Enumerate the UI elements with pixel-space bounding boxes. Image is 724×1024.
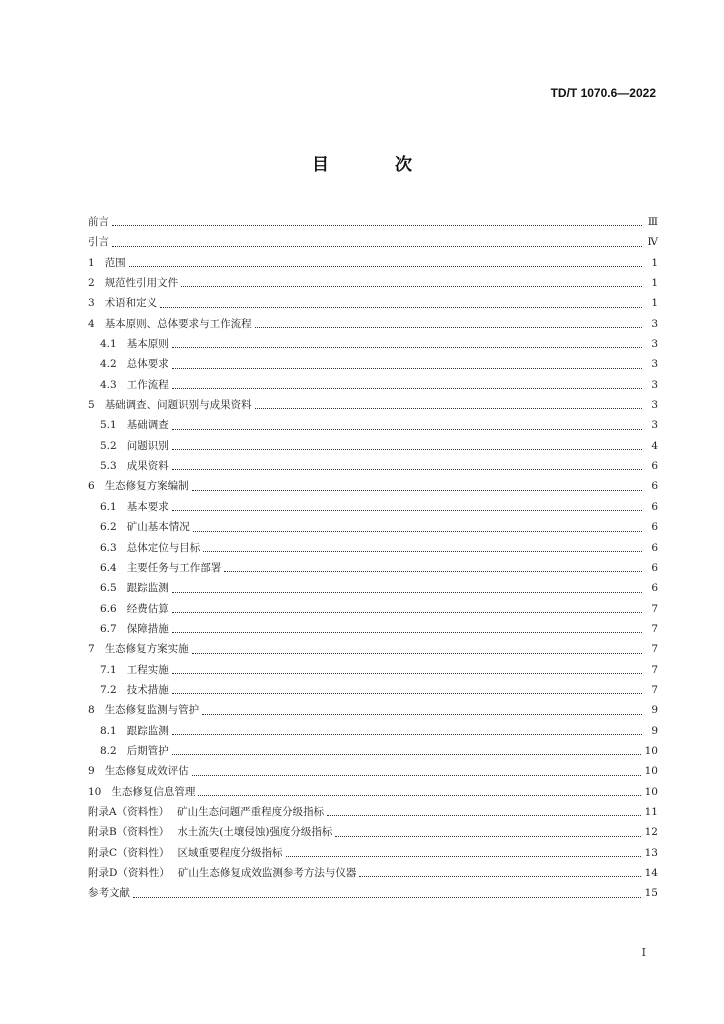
toc-entry[interactable] (88, 476, 658, 496)
toc-entry-page: 9 (651, 724, 658, 737)
toc-dot-leader (129, 266, 642, 267)
toc-entry[interactable] (88, 375, 658, 395)
page-number: I (641, 946, 646, 959)
toc-entry[interactable] (88, 232, 658, 252)
toc-dot-leader (172, 673, 642, 674)
toc-entry-number: 1 (88, 256, 95, 269)
toc-entry-title: 总体定位与目标 (126, 541, 201, 554)
toc-entry-number: 7.1 (100, 663, 117, 676)
toc-entry[interactable] (88, 761, 658, 781)
toc-entry-number: 5.2 (100, 439, 117, 452)
toc-entry-number: 附录C（资料性） (88, 846, 170, 859)
toc-entry-page: 10 (644, 744, 658, 757)
toc-entry-title: 区域重要程度分级指标 (177, 846, 283, 859)
toc-dot-leader (172, 449, 642, 450)
toc-entry-title: 问题识别 (126, 439, 169, 452)
toc-entry-page: 3 (651, 317, 658, 330)
toc-dot-leader (172, 368, 642, 369)
toc-dot-leader (286, 856, 641, 857)
toc-dot-leader (327, 815, 641, 816)
toc-entry-page: 3 (651, 338, 658, 351)
toc-dot-leader (203, 551, 642, 552)
toc-entry[interactable] (88, 415, 658, 435)
toc-entry[interactable] (88, 599, 658, 619)
toc-entry-title: 经费估算 (126, 602, 169, 615)
toc-entry-number: 5.3 (100, 460, 117, 473)
toc-entry[interactable] (88, 883, 658, 903)
toc-entry[interactable] (88, 741, 658, 761)
toc-entry[interactable] (88, 822, 658, 842)
toc-entry[interactable] (88, 680, 658, 700)
toc-entry-page: 1 (651, 297, 658, 310)
toc-entry-title: 基本原则 (126, 338, 169, 351)
toc-entry-page: 1 (651, 256, 658, 269)
toc-entry[interactable] (88, 212, 658, 232)
toc-dot-leader (172, 632, 642, 633)
toc-dot-leader (192, 653, 642, 654)
toc-entry-page: 6 (651, 480, 658, 493)
toc-entry-page: 3 (651, 378, 658, 391)
toc-dot-leader (224, 571, 642, 572)
toc-entry-number: 3 (88, 297, 95, 310)
toc-entry-number: 7 (88, 643, 95, 656)
toc-entry-title: 前言 (88, 216, 109, 228)
toc-entry-title: 工程实施 (126, 663, 169, 676)
toc-entry[interactable] (88, 578, 658, 598)
toc-entry[interactable] (88, 334, 658, 354)
toc-entry[interactable] (88, 782, 658, 802)
toc-entry[interactable] (88, 497, 658, 517)
toc-entry-page: 6 (651, 561, 658, 574)
document-code: TD/T 1070.6—2022 (550, 86, 656, 100)
toc-dot-leader (255, 327, 642, 328)
toc-entry-number: 8.2 (100, 744, 117, 757)
toc-entry[interactable] (88, 354, 658, 374)
toc-entry-page: 6 (651, 521, 658, 534)
toc-entry-title: 基本要求 (126, 500, 169, 513)
toc-dot-leader (172, 693, 642, 694)
toc-entry-number: 6.3 (100, 541, 117, 554)
toc-dot-leader (359, 876, 640, 877)
toc-entry-title: 工作流程 (126, 378, 169, 391)
toc-entry-title: 引言 (88, 236, 109, 249)
toc-entry-title: 水土流失(土壤侵蚀)强度分级指标 (177, 826, 333, 839)
toc-dot-leader (255, 408, 642, 409)
toc-entry[interactable] (88, 517, 658, 537)
toc-entry-page: Ⅳ (647, 236, 658, 249)
toc-entry-page: 7 (651, 683, 658, 696)
toc-entry[interactable] (88, 863, 658, 883)
toc-entry[interactable] (88, 843, 658, 863)
toc-entry-title: 生态修复监测与管护 (104, 704, 200, 717)
toc-entry-page: 13 (644, 846, 658, 859)
toc-entry[interactable] (88, 538, 658, 558)
toc-entry[interactable] (88, 436, 658, 456)
toc-entry-number: 6.2 (100, 521, 117, 534)
toc-dot-leader (335, 836, 640, 837)
toc-entry[interactable] (88, 619, 658, 639)
toc-entry-page: 6 (651, 500, 658, 513)
toc-entry-page: 12 (644, 826, 658, 839)
toc-dot-leader (172, 510, 642, 511)
toc-entry-page: 6 (651, 541, 658, 554)
toc-dot-leader (193, 531, 642, 532)
toc-entry-number: 6.7 (100, 622, 117, 635)
toc-entry-page: 10 (644, 785, 658, 798)
toc-entry[interactable] (88, 721, 658, 741)
toc-entry-title: 规范性引用文件 (104, 277, 179, 290)
toc-dot-leader (181, 286, 642, 287)
toc-entry-title: 生态修复成效评估 (104, 765, 189, 778)
toc-dot-leader (133, 897, 641, 898)
toc-entry-page: 7 (651, 602, 658, 615)
toc-entry-title: 跟踪监测 (126, 582, 169, 595)
page-title: 目 次 (312, 155, 442, 175)
toc-entry[interactable] (88, 558, 658, 578)
toc-entry-number: 8.1 (100, 724, 117, 737)
toc-entry-number: 6 (88, 480, 95, 493)
toc-dot-leader (112, 246, 642, 247)
toc-entry-number: 6.5 (100, 582, 117, 595)
toc-entry-page: 3 (651, 419, 658, 432)
toc-entry-title: 生态修复方案实施 (104, 643, 189, 656)
toc-entry-number: 2 (88, 277, 95, 290)
toc-entry-number: 4.2 (100, 358, 117, 371)
toc-entry-title: 后期管护 (126, 744, 169, 757)
toc-entry-title: 主要任务与工作部署 (126, 561, 222, 574)
toc-entry-page: 7 (651, 643, 658, 656)
toc-entry-page: Ⅲ (647, 216, 658, 228)
toc-entry[interactable] (88, 456, 658, 476)
toc-entry-number: 4 (88, 317, 95, 330)
toc-entry-title: 生态修复方案编制 (104, 480, 189, 493)
toc-entry-number: 附录D（资料性） (88, 867, 170, 879)
toc-entry[interactable] (88, 639, 658, 659)
toc-entry-title: 技术措施 (126, 683, 169, 696)
toc-entry-title: 生态修复信息管理 (111, 785, 196, 798)
toc-entry-title: 术语和定义 (104, 297, 158, 310)
toc-dot-leader (172, 429, 642, 430)
toc-entry-number: 9 (88, 765, 95, 778)
toc-entry[interactable] (88, 700, 658, 720)
toc-entry-number: 附录B（资料性） (88, 826, 170, 839)
toc-entry-number: 7.2 (100, 683, 117, 696)
toc-dot-leader (192, 490, 642, 491)
toc-entry-page: 15 (644, 887, 658, 900)
toc-entry-number: 4.3 (100, 378, 117, 391)
toc-dot-leader (172, 469, 642, 470)
toc-dot-leader (172, 754, 641, 755)
toc-entry-number: 6.1 (100, 500, 117, 513)
toc-entry-number: 4.1 (100, 338, 117, 351)
toc-entry-number: 8 (88, 704, 95, 717)
toc-entry-number: 附录A（资料性） (88, 805, 170, 818)
toc-entry-page: 11 (644, 805, 658, 818)
toc-entry[interactable] (88, 395, 658, 415)
toc-entry-title: 基本原则、总体要求与工作流程 (104, 317, 252, 330)
toc-entry-title: 矿山生态问题严重程度分级指标 (177, 805, 325, 818)
toc-entry[interactable] (88, 660, 658, 680)
toc-dot-leader (198, 795, 640, 796)
toc-entry-page: 7 (651, 622, 658, 635)
toc-entry[interactable] (88, 273, 658, 293)
toc-dot-leader (160, 307, 642, 308)
toc-entry[interactable] (88, 253, 658, 273)
toc-entry[interactable] (88, 293, 658, 313)
toc-dot-leader (172, 592, 642, 593)
toc-entry-number: 5 (88, 399, 95, 412)
toc-entry-title: 总体要求 (126, 358, 169, 371)
toc-entry-page: 6 (651, 460, 658, 473)
toc-entry-number: 10 (88, 785, 102, 798)
toc-dot-leader (172, 347, 642, 348)
toc-entry-page: 7 (651, 663, 658, 676)
toc-entry-title: 成果资料 (126, 460, 169, 473)
toc-entry-page: 1 (651, 277, 658, 290)
toc-dot-leader (192, 775, 641, 776)
toc-entry[interactable] (88, 802, 658, 822)
toc-entry-number: 6.4 (100, 561, 117, 574)
toc-dot-leader (202, 714, 642, 715)
toc-entry-title: 保障措施 (126, 622, 169, 635)
toc-entry-title: 基础调查 (126, 419, 169, 432)
toc-entry-title: 参考文献 (88, 887, 130, 900)
toc-entry-page: 4 (651, 439, 658, 452)
toc-entry-title: 矿山基本情况 (126, 521, 190, 534)
toc-entry-title: 跟踪监测 (126, 724, 169, 737)
toc-entry-title: 基础调查、问题识别与成果资料 (104, 399, 252, 412)
table-of-contents (88, 212, 658, 904)
toc-entry-page: 9 (651, 704, 658, 717)
toc-entry-page: 3 (651, 399, 658, 412)
toc-dot-leader (172, 388, 642, 389)
toc-dot-leader (112, 225, 642, 226)
toc-entry-page: 10 (644, 765, 658, 778)
toc-dot-leader (172, 734, 642, 735)
toc-entry-page: 14 (644, 867, 658, 879)
toc-entry-page: 3 (651, 358, 658, 371)
toc-entry[interactable] (88, 314, 658, 334)
toc-entry-number: 6.6 (100, 602, 117, 615)
toc-dot-leader (172, 612, 642, 613)
toc-entry-title: 范围 (104, 256, 126, 269)
toc-entry-number: 5.1 (100, 419, 117, 432)
toc-entry-page: 6 (651, 582, 658, 595)
toc-entry-title: 矿山生态修复成效监测参考方法与仪器 (177, 867, 357, 879)
